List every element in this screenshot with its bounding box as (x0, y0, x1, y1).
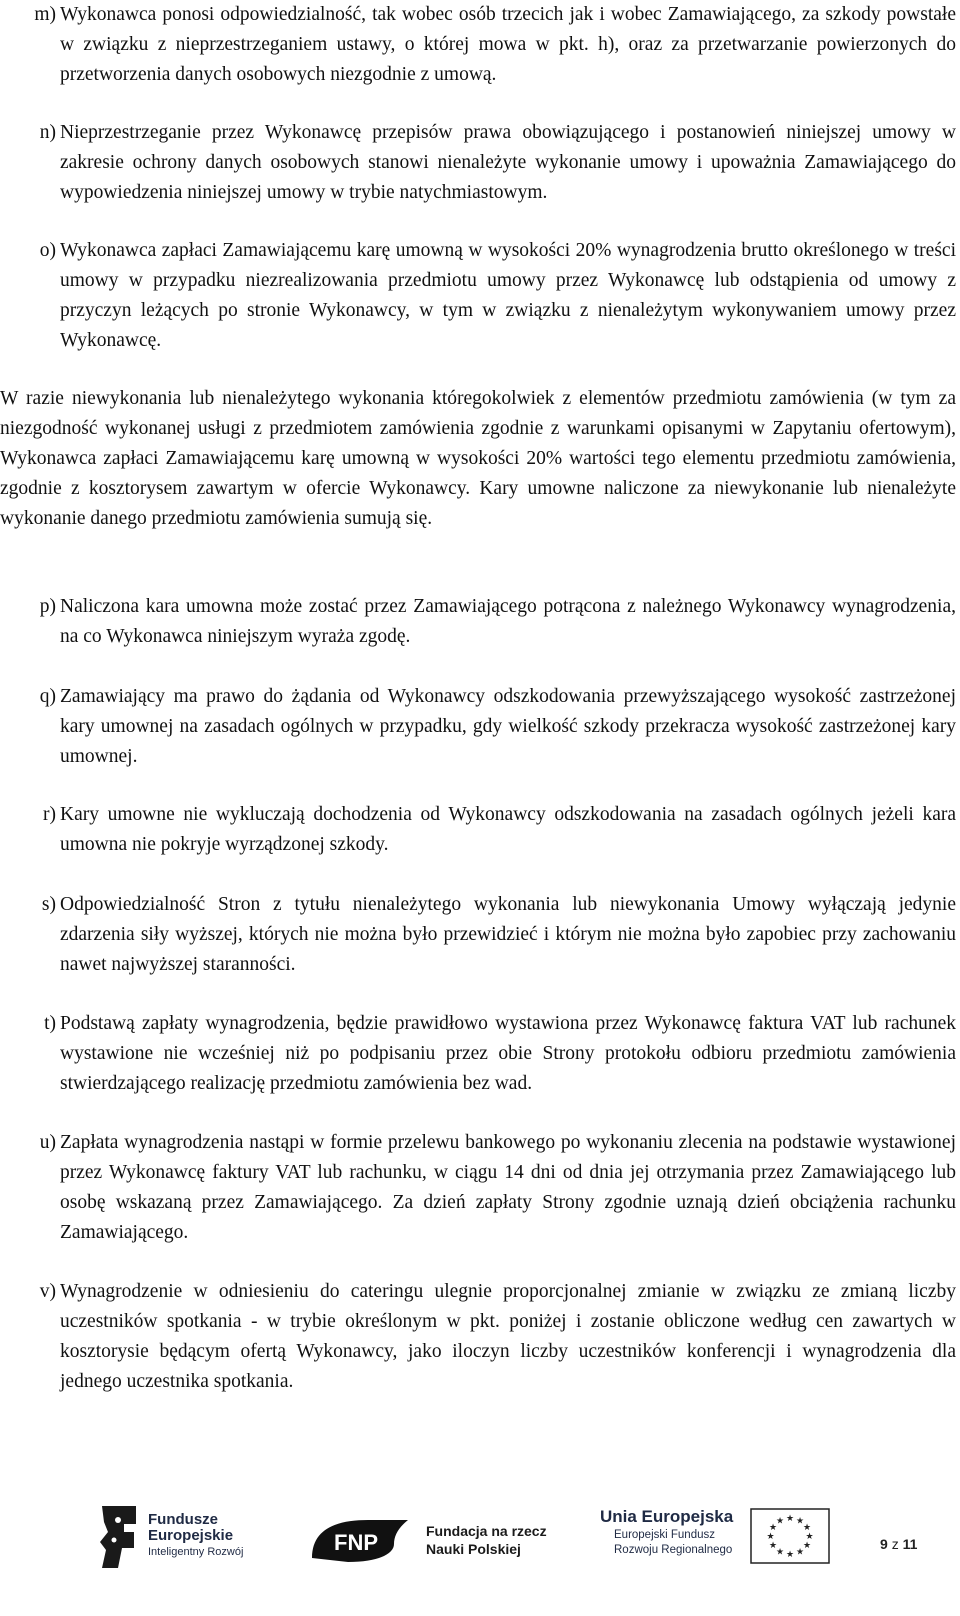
fnp-logo (308, 1516, 568, 1572)
ue-line1: Unia Europejska (600, 1507, 734, 1526)
page-separator: z (891, 1536, 899, 1552)
item-marker: u) (39, 1132, 56, 1153)
fundusze-europejskie-logo (96, 1502, 266, 1572)
fnp-line1: Fundacja na rzecz (426, 1523, 547, 1539)
svg-text:★: ★ (766, 1532, 775, 1542)
item-marker: t) (44, 1013, 56, 1034)
item-text: Odpowiedzialność Stron z tytułu nienależytego wykonania lub niewykonania Umowy wyłączają jedynie zdarzenia siły wyższej, których nie można było przewidzieć i którym nie można było zapobiec przy zachowaniu nawet najwyższej staranności. (60, 894, 956, 975)
eu-flag-icon (750, 1508, 830, 1564)
item-text: Zamawiający ma prawo do żądania od Wykonawcy odszkodowania przewyższającego wysokość zastrzeżonej kary umownej na zasadach ogólnych w przypadku, gdy wielkość szkody przekracza wysokość zastrzeżonej kary umownej. (60, 686, 956, 767)
fe-line3: Inteligentny Rozwój (148, 1546, 244, 1558)
page-footer (0, 1498, 960, 1616)
item-marker: m) (34, 4, 56, 25)
page-current: 9 (880, 1536, 888, 1552)
svg-text:★: ★ (802, 1523, 812, 1533)
svg-text:★: ★ (802, 1541, 812, 1551)
fundusze-europejskie-icon (96, 1502, 140, 1572)
item-text: Nieprzestrzeganie przez Wykonawcę przepisów prawa obowiązującego i postanowień niniejszej umowy w zakresie ochrony danych osobowych stanowi nienależyte wykonanie umowy i upoważnia Zamawiającego do wypowiedzenia niniejszej umowy w trybie natychmiastowym. (60, 122, 956, 203)
item-marker: p) (39, 596, 56, 617)
item-text: Wykonawca zapłaci Zamawiającemu karę umowną w wysokości 20% wynagrodzenia brutto określonego w treści umowy w przypadku niezrealizowania przedmiotu umowy przez Wykonawcę lub odstąpienia od umowy z przyczyn leżących po stronie Wykonawcy, w tym w związku z nienależytym wykonywaniem umowy przez Wykonawcę. (60, 240, 956, 351)
item-text: Kary umowne nie wykluczają dochodzenia od Wykonawcy odszkodowania na zasadach ogólnych jeżeli kara umowna nie pokryje wyrządzonej szkody. (60, 804, 956, 855)
svg-text:★: ★ (805, 1532, 814, 1542)
item-marker: s) (41, 894, 56, 915)
item-text: Podstawą zapłaty wynagrodzenia, będzie prawidłowo wystawiona przez Wykonawcę faktura VAT lub rachunek wystawione nie wcześniej niż po podpisaniu przez obie Strony protokołu odbioru przedmiotu zamówienia stwierdzającego realizację przedmiotu zamówienia bez wad. (60, 1013, 956, 1094)
item-marker: q) (39, 686, 56, 707)
page-total: 11 (902, 1536, 918, 1552)
svg-text:★: ★ (795, 1547, 805, 1558)
fnp-line2: Nauki Polskiej (426, 1541, 521, 1557)
item-text: Zapłata wynagrodzenia nastąpi w formie przelewu bankowego po wykonaniu zlecenia na podstawie wystawionej przez Wykonawcę faktury VAT lub rachunku, w ciągu 14 dni od dnia jej otrzymania przez Zamawiającego lub osobę wskazaną przez Zamawiającego. Za dzień zapłaty Strony zgodnie uznają dzień obciążenia rachunku Zamawiającego. (60, 1132, 956, 1243)
item-text: Naliczona kara umowna może zostać przez Zamawiającego potrącona z należnego Wykonawcy wynagrodzenia, na co Wykonawca niniejszym wyraża zgodę. (60, 596, 956, 647)
item-marker: o) (39, 240, 56, 261)
item-text: Wykonawca ponosi odpowiedzialność, tak wobec osób trzecich jak i wobec Zamawiającego, za szkody powstałe w związku z nieprzestrzeganiem ustawy, o której mowa w pkt. h), oraz za przetwarzanie powierzonych do przetworzenia danych osobowych niezgodnie z umową. (60, 4, 956, 85)
fe-line1: Fundusze (148, 1511, 218, 1528)
svg-text:★: ★ (768, 1541, 778, 1551)
fnp-mark-text: FNP (334, 1530, 378, 1555)
svg-text:★: ★ (785, 1550, 795, 1560)
page-number (880, 1536, 917, 1552)
svg-text:★: ★ (785, 1514, 795, 1524)
item-marker: v) (39, 1281, 56, 1302)
ue-line3: Rozwoju Regionalnego (614, 1544, 733, 1556)
penalty-paragraph: W razie niewykonania lub nienależytego wykonania któregokolwiek z elementów przedmiotu zamówienia (w tym za niezgodność wykonanej usługi z przedmiotem zamówienia zgodnie z warunkami opisanymi w Zapytaniu ofertowym), Wykonawca zapłaci Zamawiającemu karę umowną w wysokości 20% wartości tego elementu przedmiotu zamówienia, zgodnie z kosztorysem zawartym w ofercie Wykonawcy. Kary umowne naliczone za niewykonanie lub nienależyte wykonanie danego przedmiotu zamówienia sumują się. (0, 388, 956, 529)
fnp-mark-icon (308, 1518, 414, 1564)
unia-europejska-logo (600, 1506, 840, 1576)
item-marker: r) (43, 804, 56, 825)
svg-text:★: ★ (775, 1547, 785, 1558)
svg-text:★: ★ (768, 1523, 778, 1533)
item-marker: n) (39, 122, 56, 143)
svg-text:★: ★ (795, 1516, 805, 1527)
fe-line2: Europejskie (148, 1527, 234, 1544)
item-text: Wynagrodzenie w odniesieniu do cateringu ulegnie proporcjonalnej zmianie w związku ze zmianą liczby uczestników spotkania - w trybie określonym w pkt. poniżej i zostanie obliczone według cen zawartych w kosztorysie będącym ofertą Wykonawcy, jako iloczyn liczby uczestników konferencji i wynagrodzenia dla jednego uczestnika spotkania. (60, 1281, 956, 1392)
ue-line2: Europejski Fundusz (614, 1529, 715, 1541)
svg-text:★: ★ (775, 1516, 785, 1527)
